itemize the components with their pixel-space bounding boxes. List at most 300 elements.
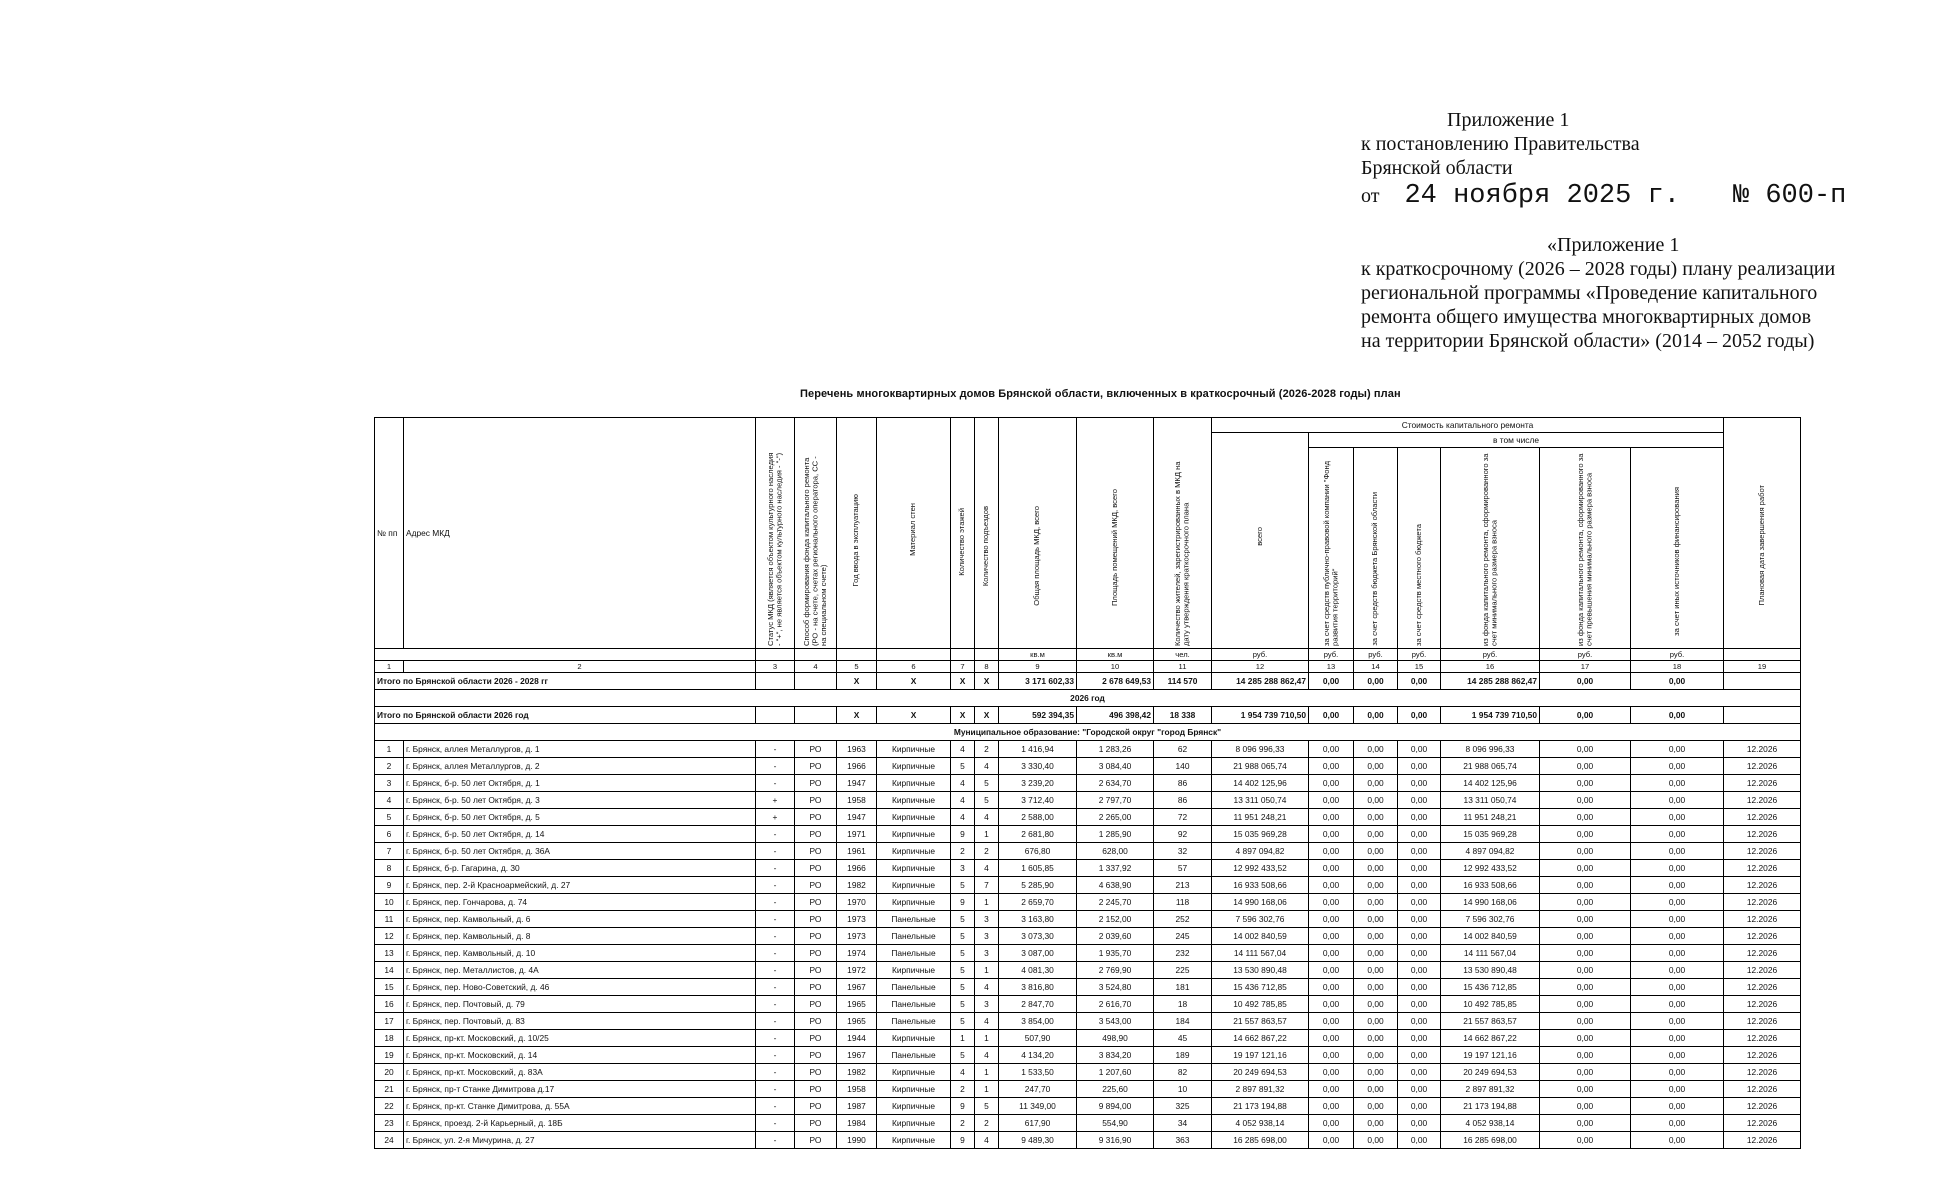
row-entrances: 3: [975, 911, 999, 928]
row-cost-total: 19 197 121,16: [1212, 1047, 1309, 1064]
row-premises-area: 2 152,00: [1077, 911, 1154, 928]
row-fund-method: РО: [795, 792, 837, 809]
row-owners-ro: 19 197 121,16: [1441, 1047, 1540, 1064]
row-deadline: 12.2026: [1724, 792, 1801, 809]
unit-cell: кв.м: [1077, 649, 1154, 661]
total-cell: [1724, 673, 1801, 690]
row-local-budget: 0,00: [1398, 1132, 1441, 1149]
row-num: 6: [375, 826, 404, 843]
total-cell: 1 954 739 710,50: [1212, 707, 1309, 724]
row-address: г. Брянск, б-р. 50 лет Октября, д. 3: [404, 792, 756, 809]
unit-cell: [1724, 649, 1801, 661]
total-cell: 0,00: [1540, 673, 1631, 690]
row-status: -: [756, 928, 795, 945]
row-owners-extra: 0,00: [1540, 758, 1631, 775]
row-status: -: [756, 1115, 795, 1132]
row-deadline: 12.2026: [1724, 775, 1801, 792]
header-num: № пп: [375, 418, 404, 649]
total-cell: 0,00: [1631, 707, 1724, 724]
row-entrances: 2: [975, 843, 999, 860]
row-cost-total: 4 052 938,14: [1212, 1115, 1309, 1132]
decree-from: от: [1361, 185, 1380, 207]
row-floors: 9: [951, 894, 975, 911]
row-floors: 4: [951, 792, 975, 809]
row-address: г. Брянск, б-р. 50 лет Октября, д. 5: [404, 809, 756, 826]
row-owners-extra: 0,00: [1540, 1115, 1631, 1132]
row-cost-total: 20 249 694,53: [1212, 1064, 1309, 1081]
row-fund-support: 0,00: [1309, 945, 1354, 962]
row-fund-method: РО: [795, 1132, 837, 1149]
row-material: Панельные: [877, 1047, 951, 1064]
row-total-area: 3 163,80: [999, 911, 1077, 928]
row-floors: 5: [951, 758, 975, 775]
row-local-budget: 0,00: [1398, 809, 1441, 826]
row-fund-support: 0,00: [1309, 911, 1354, 928]
total-cell: X: [877, 707, 951, 724]
row-year: 1963: [837, 741, 877, 758]
row-owners-extra: 0,00: [1540, 792, 1631, 809]
row-floors: 5: [951, 979, 975, 996]
row-local-budget: 0,00: [1398, 758, 1441, 775]
row-residents: 32: [1154, 843, 1212, 860]
row-total-area: 1 605,85: [999, 860, 1077, 877]
row-num: 8: [375, 860, 404, 877]
annex-line-1: «Приложение 1: [1547, 234, 1680, 256]
row-owners-ro: 14 402 125,96: [1441, 775, 1540, 792]
row-premises-area: 9 894,00: [1077, 1098, 1154, 1115]
row-status: -: [756, 877, 795, 894]
row-premises-area: 4 638,90: [1077, 877, 1154, 894]
row-floors: 5: [951, 1047, 975, 1064]
row-year: 1972: [837, 962, 877, 979]
row-material: Кирпичные: [877, 1064, 951, 1081]
row-residents: 86: [1154, 775, 1212, 792]
row-other-sources: 0,00: [1631, 996, 1724, 1013]
table-row: [375, 1081, 1801, 1098]
total-cell: [1724, 707, 1801, 724]
row-regional-budget: 0,00: [1354, 979, 1398, 996]
row-cost-total: 16 933 508,66: [1212, 877, 1309, 894]
row-floors: 2: [951, 1081, 975, 1098]
table-row: [375, 758, 1801, 775]
row-fund-support: 0,00: [1309, 1064, 1354, 1081]
row-owners-ro: 16 285 698,00: [1441, 1132, 1540, 1149]
row-other-sources: 0,00: [1631, 945, 1724, 962]
row-cost-total: 10 492 785,85: [1212, 996, 1309, 1013]
row-fund-support: 0,00: [1309, 979, 1354, 996]
column-number: 2: [404, 661, 756, 673]
row-total-area: 3 087,00: [999, 945, 1077, 962]
row-num: 2: [375, 758, 404, 775]
row-regional-budget: 0,00: [1354, 775, 1398, 792]
year-row: [375, 690, 1801, 707]
row-residents: 189: [1154, 1047, 1212, 1064]
row-address: г. Брянск, пр-кт. Станке Димитрова, д. 55А: [404, 1098, 756, 1115]
row-local-budget: 0,00: [1398, 1013, 1441, 1030]
header-including: в том числе: [1309, 433, 1724, 448]
row-deadline: 12.2026: [1724, 877, 1801, 894]
row-owners-extra: 0,00: [1540, 911, 1631, 928]
row-fund-method: РО: [795, 979, 837, 996]
row-local-budget: 0,00: [1398, 979, 1441, 996]
total-cell: 14 285 288 862,47: [1212, 673, 1309, 690]
total-cell: X: [837, 707, 877, 724]
row-residents: 181: [1154, 979, 1212, 996]
row-entrances: 7: [975, 877, 999, 894]
row-premises-area: 225,60: [1077, 1081, 1154, 1098]
unit-cell: [837, 649, 877, 661]
row-deadline: 12.2026: [1724, 979, 1801, 996]
row-material: Кирпичные: [877, 1030, 951, 1047]
row-regional-budget: 0,00: [1354, 894, 1398, 911]
row-residents: 57: [1154, 860, 1212, 877]
row-entrances: 3: [975, 945, 999, 962]
row-premises-area: 628,00: [1077, 843, 1154, 860]
row-local-budget: 0,00: [1398, 1115, 1441, 1132]
row-year: 1967: [837, 979, 877, 996]
row-cost-total: 21 557 863,57: [1212, 1013, 1309, 1030]
row-status: +: [756, 809, 795, 826]
column-number: 12: [1212, 661, 1309, 673]
row-material: Кирпичные: [877, 775, 951, 792]
row-owners-extra: 0,00: [1540, 843, 1631, 860]
municipality-label: Муниципальное образование: "Городской округ "город Брянск": [375, 724, 1801, 741]
row-address: г. Брянск, пер. Металлистов, д. 4А: [404, 962, 756, 979]
row-cost-total: 21 173 194,88: [1212, 1098, 1309, 1115]
row-fund-support: 0,00: [1309, 1115, 1354, 1132]
header-entrances: Количество подъездов: [975, 418, 999, 649]
row-local-budget: 0,00: [1398, 1098, 1441, 1115]
row-year: 1958: [837, 1081, 877, 1098]
total-cell: 0,00: [1398, 673, 1441, 690]
row-owners-extra: 0,00: [1540, 775, 1631, 792]
row-fund-support: 0,00: [1309, 741, 1354, 758]
row-fund-support: 0,00: [1309, 809, 1354, 826]
row-local-budget: 0,00: [1398, 996, 1441, 1013]
row-entrances: 4: [975, 1132, 999, 1149]
row-year: 1970: [837, 894, 877, 911]
row-residents: 363: [1154, 1132, 1212, 1149]
row-fund-method: РО: [795, 1115, 837, 1132]
row-owners-ro: 16 933 508,66: [1441, 877, 1540, 894]
table-row: [375, 894, 1801, 911]
total-cell: X: [877, 673, 951, 690]
row-num: 21: [375, 1081, 404, 1098]
row-other-sources: 0,00: [1631, 877, 1724, 894]
row-owners-ro: 14 002 840,59: [1441, 928, 1540, 945]
unit-cell: чел.: [1154, 649, 1212, 661]
row-regional-budget: 0,00: [1354, 945, 1398, 962]
row-address: г. Брянск, пер. Камвольный, д. 10: [404, 945, 756, 962]
row-floors: 5: [951, 945, 975, 962]
row-residents: 10: [1154, 1081, 1212, 1098]
row-owners-extra: 0,00: [1540, 1013, 1631, 1030]
row-total-area: 3 854,00: [999, 1013, 1077, 1030]
header-deadline: Плановая дата завершения работ: [1724, 418, 1801, 649]
row-num: 9: [375, 877, 404, 894]
row-material: Панельные: [877, 928, 951, 945]
row-status: -: [756, 894, 795, 911]
row-num: 17: [375, 1013, 404, 1030]
row-owners-ro: 4 052 938,14: [1441, 1115, 1540, 1132]
row-status: -: [756, 911, 795, 928]
header-fund-support: за счет средств публично-правовой компании "Фонд развития территорий": [1309, 448, 1354, 649]
row-material: Кирпичные: [877, 860, 951, 877]
row-local-budget: 0,00: [1398, 1081, 1441, 1098]
row-address: г. Брянск, ул. 2-я Мичурина, д. 27: [404, 1132, 756, 1149]
column-number: 14: [1354, 661, 1398, 673]
municipality-row: [375, 724, 1801, 741]
row-cost-total: 14 990 168,06: [1212, 894, 1309, 911]
row-owners-extra: 0,00: [1540, 1030, 1631, 1047]
row-owners-ro: 14 662 867,22: [1441, 1030, 1540, 1047]
row-year: 1982: [837, 877, 877, 894]
row-num: 5: [375, 809, 404, 826]
unit-cell: руб.: [1309, 649, 1354, 661]
row-total-area: 507,90: [999, 1030, 1077, 1047]
row-owners-extra: 0,00: [1540, 996, 1631, 1013]
row-material: Кирпичные: [877, 962, 951, 979]
row-cost-total: 4 897 094,82: [1212, 843, 1309, 860]
row-owners-ro: 7 596 302,76: [1441, 911, 1540, 928]
row-floors: 4: [951, 775, 975, 792]
row-cost-total: 7 596 302,76: [1212, 911, 1309, 928]
row-num: 23: [375, 1115, 404, 1132]
row-other-sources: 0,00: [1631, 809, 1724, 826]
row-floors: 4: [951, 741, 975, 758]
row-deadline: 12.2026: [1724, 741, 1801, 758]
row-material: Кирпичные: [877, 741, 951, 758]
row-material: Кирпичные: [877, 1115, 951, 1132]
row-owners-extra: 0,00: [1540, 1132, 1631, 1149]
row-entrances: 3: [975, 928, 999, 945]
unit-cell: руб.: [1354, 649, 1398, 661]
row-total-area: 247,70: [999, 1081, 1077, 1098]
table-row: [375, 809, 1801, 826]
row-status: -: [756, 758, 795, 775]
row-num: 22: [375, 1098, 404, 1115]
row-num: 16: [375, 996, 404, 1013]
header-regional-budget: за счет средств бюджета Брянской области: [1354, 448, 1398, 649]
row-fund-support: 0,00: [1309, 1098, 1354, 1115]
row-regional-budget: 0,00: [1354, 792, 1398, 809]
header-premises-area: Площадь помещений МКД, всего: [1077, 418, 1154, 649]
row-owners-ro: 21 988 065,74: [1441, 758, 1540, 775]
row-other-sources: 0,00: [1631, 1064, 1724, 1081]
row-fund-method: РО: [795, 843, 837, 860]
row-year: 1973: [837, 911, 877, 928]
table-row: [375, 1064, 1801, 1081]
row-total-area: 2 681,80: [999, 826, 1077, 843]
row-num: 20: [375, 1064, 404, 1081]
row-floors: 5: [951, 1013, 975, 1030]
row-owners-extra: 0,00: [1540, 894, 1631, 911]
row-deadline: 12.2026: [1724, 894, 1801, 911]
row-other-sources: 0,00: [1631, 826, 1724, 843]
total-cell: 0,00: [1309, 707, 1354, 724]
total-cell: [795, 707, 837, 724]
row-premises-area: 2 265,00: [1077, 809, 1154, 826]
row-premises-area: 1 283,26: [1077, 741, 1154, 758]
annex-line-5: на территории Брянской области» (2014 – 2052 годы): [1361, 330, 1815, 352]
row-year: 1965: [837, 1013, 877, 1030]
row-num: 18: [375, 1030, 404, 1047]
row-owners-ro: 2 897 891,32: [1441, 1081, 1540, 1098]
row-material: Кирпичные: [877, 826, 951, 843]
row-total-area: 11 349,00: [999, 1098, 1077, 1115]
row-owners-ro: 4 897 094,82: [1441, 843, 1540, 860]
row-total-area: 2 588,00: [999, 809, 1077, 826]
column-number: 13: [1309, 661, 1354, 673]
row-material: Кирпичные: [877, 792, 951, 809]
row-cost-total: 14 402 125,96: [1212, 775, 1309, 792]
row-entrances: 4: [975, 809, 999, 826]
row-fund-method: РО: [795, 1047, 837, 1064]
total-row-2026-label: Итого по Брянской области 2026 год: [375, 707, 756, 724]
row-fund-method: РО: [795, 860, 837, 877]
row-cost-total: 13 311 050,74: [1212, 792, 1309, 809]
column-number: 15: [1398, 661, 1441, 673]
row-other-sources: 0,00: [1631, 1098, 1724, 1115]
row-num: 14: [375, 962, 404, 979]
row-address: г. Брянск, пер. 2-й Красноармейский, д. 27: [404, 877, 756, 894]
row-material: Кирпичные: [877, 1081, 951, 1098]
row-owners-ro: 15 436 712,85: [1441, 979, 1540, 996]
row-other-sources: 0,00: [1631, 979, 1724, 996]
row-fund-method: РО: [795, 877, 837, 894]
header-cost-group: Стоимость капитального ремонта: [1212, 418, 1724, 433]
row-deadline: 12.2026: [1724, 911, 1801, 928]
row-entrances: 4: [975, 1013, 999, 1030]
unit-cell: [795, 649, 837, 661]
row-year: 1966: [837, 860, 877, 877]
row-fund-method: РО: [795, 741, 837, 758]
column-numbers-row: [375, 661, 1801, 673]
annex-line-3: региональной программы «Проведение капитального: [1361, 282, 1818, 304]
row-status: -: [756, 826, 795, 843]
row-total-area: 3 330,40: [999, 758, 1077, 775]
row-fund-support: 0,00: [1309, 962, 1354, 979]
row-owners-ro: 14 990 168,06: [1441, 894, 1540, 911]
row-material: Панельные: [877, 996, 951, 1013]
row-deadline: 12.2026: [1724, 1132, 1801, 1149]
table-row: [375, 945, 1801, 962]
row-fund-method: РО: [795, 928, 837, 945]
row-owners-extra: 0,00: [1540, 1047, 1631, 1064]
row-other-sources: 0,00: [1631, 775, 1724, 792]
row-deadline: 12.2026: [1724, 809, 1801, 826]
row-entrances: 1: [975, 1064, 999, 1081]
total-row-all-label: Итого по Брянской области 2026 - 2028 гг: [375, 673, 756, 690]
row-residents: 118: [1154, 894, 1212, 911]
row-regional-budget: 0,00: [1354, 877, 1398, 894]
total-cell: 0,00: [1540, 707, 1631, 724]
row-total-area: 3 816,80: [999, 979, 1077, 996]
row-other-sources: 0,00: [1631, 962, 1724, 979]
row-num: 11: [375, 911, 404, 928]
row-entrances: 4: [975, 979, 999, 996]
header-local-budget: за счет средств местного бюджета: [1398, 448, 1441, 649]
row-cost-total: 11 951 248,21: [1212, 809, 1309, 826]
unit-cell: [756, 649, 795, 661]
total-cell: 0,00: [1309, 673, 1354, 690]
row-total-area: 3 239,20: [999, 775, 1077, 792]
header-status: Статус МКД (является объектом культурного наследия - "+", не является объектом культурного наследия - "-"): [756, 418, 795, 649]
row-regional-budget: 0,00: [1354, 1013, 1398, 1030]
row-deadline: 12.2026: [1724, 826, 1801, 843]
row-cost-total: 13 530 890,48: [1212, 962, 1309, 979]
row-other-sources: 0,00: [1631, 1132, 1724, 1149]
row-num: 12: [375, 928, 404, 945]
row-total-area: 4 081,30: [999, 962, 1077, 979]
column-number: 5: [837, 661, 877, 673]
row-premises-area: 1 285,90: [1077, 826, 1154, 843]
table-row: [375, 877, 1801, 894]
row-cost-total: 15 035 969,28: [1212, 826, 1309, 843]
table-row: [375, 1098, 1801, 1115]
row-fund-support: 0,00: [1309, 860, 1354, 877]
column-number: 1: [375, 661, 404, 673]
row-num: 7: [375, 843, 404, 860]
unit-cell: [975, 649, 999, 661]
row-fund-method: РО: [795, 945, 837, 962]
total-cell: X: [951, 673, 975, 690]
row-premises-area: 2 245,70: [1077, 894, 1154, 911]
row-other-sources: 0,00: [1631, 1081, 1724, 1098]
row-owners-ro: 14 111 567,04: [1441, 945, 1540, 962]
row-owners-ro: 21 173 194,88: [1441, 1098, 1540, 1115]
table-row: [375, 1013, 1801, 1030]
row-floors: 5: [951, 911, 975, 928]
row-address: г. Брянск, пер. Камвольный, д. 8: [404, 928, 756, 945]
row-premises-area: 3 543,00: [1077, 1013, 1154, 1030]
row-floors: 9: [951, 1098, 975, 1115]
column-number: 8: [975, 661, 999, 673]
row-entrances: 2: [975, 1115, 999, 1132]
table-row: [375, 826, 1801, 843]
row-fund-support: 0,00: [1309, 1030, 1354, 1047]
row-floors: 3: [951, 860, 975, 877]
row-local-budget: 0,00: [1398, 860, 1441, 877]
row-residents: 140: [1154, 758, 1212, 775]
unit-cell: руб.: [1540, 649, 1631, 661]
row-premises-area: 1 935,70: [1077, 945, 1154, 962]
total-cell: [756, 707, 795, 724]
total-cell: 496 398,42: [1077, 707, 1154, 724]
row-owners-extra: 0,00: [1540, 1081, 1631, 1098]
decree-appendix-label: Приложение 1: [1447, 109, 1570, 131]
row-regional-budget: 0,00: [1354, 1047, 1398, 1064]
row-cost-total: 8 096 996,33: [1212, 741, 1309, 758]
table-row: [375, 996, 1801, 1013]
row-num: 24: [375, 1132, 404, 1149]
row-address: г. Брянск, б-р. Гагарина, д. 30: [404, 860, 756, 877]
row-regional-budget: 0,00: [1354, 1081, 1398, 1098]
row-status: -: [756, 996, 795, 1013]
row-premises-area: 3 084,40: [1077, 758, 1154, 775]
unit-cell: [951, 649, 975, 661]
row-local-budget: 0,00: [1398, 826, 1441, 843]
row-total-area: 2 847,70: [999, 996, 1077, 1013]
row-fund-method: РО: [795, 1098, 837, 1115]
row-material: Кирпичные: [877, 809, 951, 826]
row-regional-budget: 0,00: [1354, 1132, 1398, 1149]
table-row: [375, 962, 1801, 979]
row-floors: 2: [951, 1115, 975, 1132]
header-floors: Количество этажей: [951, 418, 975, 649]
table-row: [375, 911, 1801, 928]
table-row: [375, 1030, 1801, 1047]
